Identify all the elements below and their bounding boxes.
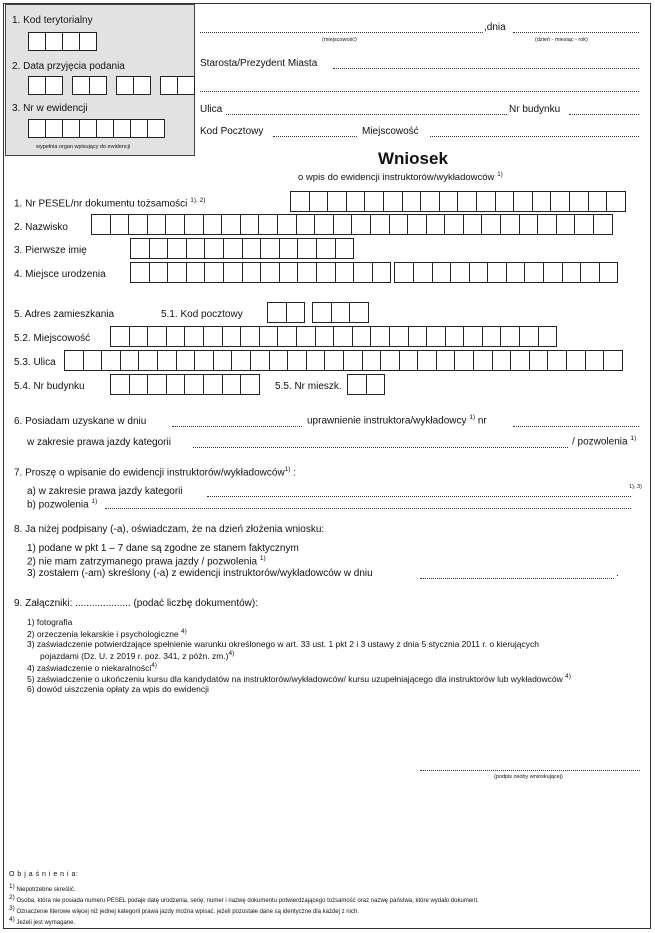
s8-item-3: 3) zostałem (-am) skreślony (-a) z ewidencji instruktorów/wykładowców w dniu xyxy=(27,568,373,579)
s9-item-3-cont: pojazdami (Dz. U. z 2019 r. poz. 341, z późn. zm.)$^{4)}$ xyxy=(40,649,235,661)
s9-item-4: 4) zaświadczenie o niekaralności$^{4)}$ xyxy=(27,661,158,673)
footnote-4: 4) Jeżeli jest wymagane. xyxy=(9,916,76,926)
footnote-3: 3) Oznaczenie literowe więcej niż jednej kategorii prawa jazdy można wpisać, jeżeli pozostałe dane są identyczne dla każdej z nich. xyxy=(9,905,359,915)
form-subtitle: o wpis do ewidencji instruktorów/wykładowców $^{1)}$ xyxy=(298,171,503,184)
data-przyjecia-boxes[interactable] xyxy=(28,76,194,95)
nr-budynku-label: Nr budynku xyxy=(509,104,561,115)
ulica-label: Ulica xyxy=(200,104,223,115)
starosta-label: Starosta/Prezydent Miasta xyxy=(200,58,318,69)
imie-label: 3. Pierwsze imię xyxy=(14,245,87,256)
s9-item-2: 2) orzeczenia lekarskie i psychologiczne $^{4)}$ xyxy=(27,628,187,639)
s7-a-input[interactable] xyxy=(207,496,631,497)
ulica-input[interactable] xyxy=(226,114,507,115)
s6-line1-b: uprawnienie instruktora/wykładowcy $^{1)}$ nr xyxy=(307,414,487,427)
imie-grid[interactable] xyxy=(130,238,353,259)
s6-date-input[interactable] xyxy=(172,426,302,427)
kod-pocztowy-input[interactable] xyxy=(273,136,357,137)
nr-budynku-input[interactable] xyxy=(569,114,639,115)
footnote-1: 1) Niepotrzebne skreślić. xyxy=(9,883,76,893)
kod-terytorialny-boxes[interactable] xyxy=(28,32,96,51)
miejscowosc-label: Miejscowość xyxy=(362,126,419,137)
date-hint: (dzień - miesiąc - rok) xyxy=(535,37,588,43)
nazwisko-grid[interactable] xyxy=(91,214,612,235)
data-przyjecia-label: 2. Data przyjęcia podania xyxy=(12,61,125,72)
dnia-label: ,dnia xyxy=(484,22,506,33)
nr-budynku-field-label: 5.4. Nr budynku xyxy=(14,381,85,392)
miejscowosc-field-label: 5.2. Miejscowość xyxy=(14,333,91,344)
nr-budynku-grid[interactable] xyxy=(110,374,259,395)
footnotes-head: O b j a ś n i e n i a: xyxy=(9,871,79,878)
s9-item-5: 5) zaświadczenie o ukończeniu kursu dla kandydatów na instruktorów/wykładowców/ kursu uzupełniającego dla instruktorów lub wykładowców $^{4)}$ xyxy=(27,673,571,685)
signature-line[interactable] xyxy=(420,770,640,771)
starosta-input[interactable] xyxy=(333,68,639,69)
s8-head: 8. Ja niżej podpisany (-a), oświadczam, że na dzień złożenia wniosku: xyxy=(14,524,325,535)
s8-item-1: 1) podane w pkt 1 – 7 dane są zgodne ze stanem faktycznym xyxy=(27,543,299,554)
s9-item-3: 3) zaświadczenie potwierdzające spełnienie warunku określonego w art. 33 ust. 1 pkt 2 i 3 ustawy z dnia 5 stycznia 2011 r. o kierujących xyxy=(27,638,540,649)
miejscowosc-input[interactable] xyxy=(430,136,639,137)
signature-label: (podpis osoby wnioskującej) xyxy=(494,774,563,780)
s7-head: 7. Proszę o wpisanie do ewidencji instruktorów/wykładowców$^{1)}$ : xyxy=(14,466,297,479)
kod-terytorialny-label: 1. Kod terytorialny xyxy=(12,15,93,26)
s7-a-ref: 1), 3) xyxy=(629,484,642,490)
miejsce-urodzenia-label: 4. Miejsce urodzenia xyxy=(14,269,106,280)
office-note: wypełnia organ wpisujący do ewidencji xyxy=(36,144,131,150)
s8-item-2: 2) nie mam zatrzymanego prawa jazdy / pozwolenia $^{1)}$ xyxy=(27,555,266,568)
pesel-label: 1. Nr PESEL/nr dokumentu tożsamości $^{1), 2)}$ xyxy=(14,197,206,210)
s6-line2-b: / pozwolenia $^{1)}$ xyxy=(572,435,637,448)
footnote-2: 2) Osoba, która nie posiada numeru PESEL podaje datę urodzenia, serię, numer i nazwę dokumentu potwierdzającego tożsamość oraz nazwę państwa, które wydało dokument. xyxy=(9,894,479,904)
ulica-field-label: 5.3. Ulica xyxy=(14,357,56,368)
s6-nr-input[interactable] xyxy=(513,426,639,427)
s6-line2-a: w zakresie prawa jazdy kategorii xyxy=(27,437,171,448)
s8-item-3-end: . xyxy=(616,568,619,579)
s6-line1-a: 6. Posiadam uzyskane w dniu xyxy=(14,416,147,427)
ulica-grid[interactable] xyxy=(64,350,622,371)
kod-pocztowy-label: Kod Pocztowy xyxy=(200,126,264,137)
s9-item-6: 6) dowód uiszczenia opłaty za wpis do ewidencji xyxy=(27,684,209,695)
pesel-grid[interactable] xyxy=(290,191,625,212)
form-title: Wniosek xyxy=(378,149,448,168)
s9-item-1: 1) fotografia xyxy=(27,617,73,627)
kod-pocztowy-field-label: 5.1. Kod pocztowy xyxy=(161,309,243,320)
s7-b-input[interactable] xyxy=(105,508,631,509)
nr-ewidencji-label: 3. Nr w ewidencji xyxy=(12,103,88,114)
s9-head: 9. Załączniki: .................... (podać liczbę dokumentów): xyxy=(14,598,258,609)
s7-a-label: a) w zakresie prawa jazdy kategorii xyxy=(27,486,183,497)
miejsce-urodzenia-grid[interactable] xyxy=(130,262,617,283)
nr-mieszkania-field-label: 5.5. Nr mieszk. xyxy=(275,381,342,392)
miejscowosc-grid[interactable] xyxy=(110,326,556,347)
date-input[interactable] xyxy=(513,32,639,33)
adres-label: 5. Adres zamieszkania xyxy=(14,309,115,320)
place-input[interactable] xyxy=(200,32,483,33)
s7-b-label: b) pozwolenia $^{1)}$ xyxy=(27,498,98,511)
nr-mieszkania-grid[interactable] xyxy=(347,374,384,395)
office-use-box xyxy=(5,4,195,156)
s6-kategoria-input[interactable] xyxy=(193,447,568,448)
nr-ewidencji-boxes[interactable] xyxy=(28,119,164,138)
s9-list xyxy=(27,617,647,694)
nazwisko-label: 2. Nazwisko xyxy=(14,222,68,233)
starosta-input-2[interactable] xyxy=(200,91,639,92)
miejscowosc-hint: (miejscowość) xyxy=(322,37,357,43)
footnotes-list xyxy=(9,883,639,927)
kod-pocztowy-grid[interactable] xyxy=(267,302,368,323)
s8-date-input[interactable] xyxy=(420,578,614,579)
